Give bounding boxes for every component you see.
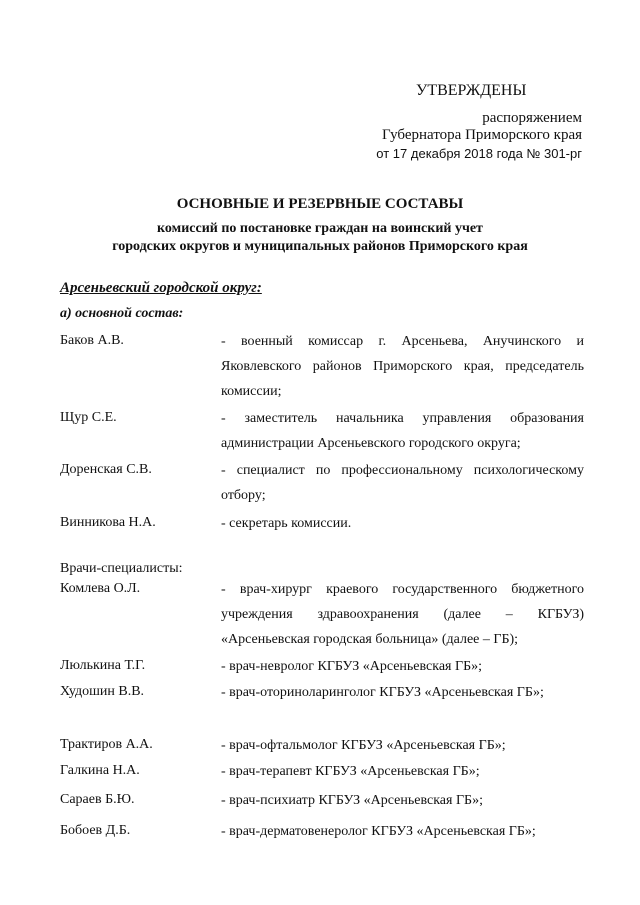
doctor-role: - врач-терапевт КГБУЗ «Арсеньевская ГБ»; [221,764,480,779]
approval-line-1: распоряжением [482,110,582,126]
doctor-role: - врач-хирург краевого государственного бюджетного учреждения здравоохранения (далее – КГБУЗ) «Арсеньевская городская больница» (далее – ГБ); [221,582,584,647]
member-name: Винникова Н.А. [60,515,156,530]
doctors-heading: Врачи-специалисты: [60,561,183,576]
doctor-name: Трактиров А.А. [60,737,153,752]
document-subtitle-2: городских округов и муниципальных районов Приморского края [112,239,528,254]
doctor-name: Бобоев Д.Б. [60,823,131,838]
member-role: - военный комиссар г. Арсеньева, Анучинского и Яковлевского районов Приморского края, председатель комиссии; [221,334,584,399]
approval-heading: УТВЕРЖДЕНЫ [416,82,527,99]
district-heading: Арсеньевский городской округ: [60,280,262,296]
doctor-name: Галкина Н.А. [60,763,140,778]
approval-date-stamp: от 17 декабря 2018 года № 301-рг [376,146,582,161]
member-role: - секретарь комиссии. [221,516,352,531]
doctor-name: Комлева О.Л. [60,581,141,596]
doctor-name: Сараев Б.Ю. [60,792,135,807]
doctor-name: Худошин В.В. [60,684,145,699]
document-subtitle-1: комиссий по постановке граждан на воинский учет [157,221,483,236]
doctor-role: - врач-дерматовенеролог КГБУЗ «Арсеньевская ГБ»; [221,824,536,839]
member-name: Щур С.Е. [60,410,117,425]
member-name: Баков А.В. [60,333,124,348]
doctor-role: - врач-оториноларинголог КГБУЗ «Арсеньевская ГБ»; [221,685,544,700]
document-title: ОСНОВНЫЕ И РЕЗЕРВНЫЕ СОСТАВЫ [176,196,464,212]
member-role: - специалист по профессиональному психологическому отбору; [221,463,584,503]
doctor-role: - врач-психиатр КГБУЗ «Арсеньевская ГБ»; [221,793,483,808]
doctor-role: - врач-невролог КГБУЗ «Арсеньевская ГБ»; [221,659,483,674]
member-name: Доренская С.В. [60,462,152,477]
approval-line-2: Губернатора Приморского края [382,127,582,143]
doctor-name: Люлькина Т.Г. [60,658,146,673]
member-role: - заместитель начальника управления образования администрации Арсеньевского городского округа; [221,411,584,451]
doctor-role: - врач-офтальмолог КГБУЗ «Арсеньевская ГБ»; [221,738,506,753]
section-heading: а) основной состав: [60,306,184,321]
